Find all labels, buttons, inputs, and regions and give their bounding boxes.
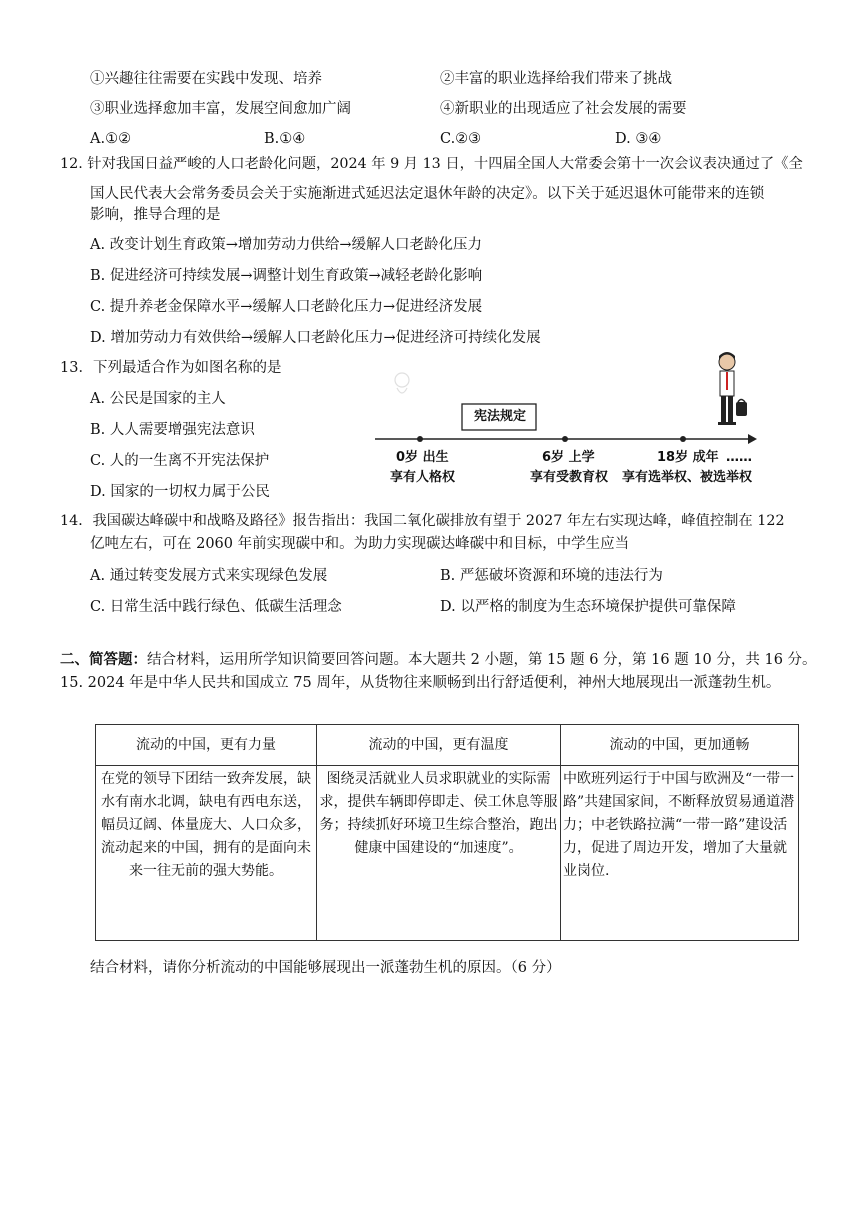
- q11-choice-d: D. ③④: [615, 131, 662, 147]
- q13-option-b: B. 人人需要增强宪法意识: [90, 422, 255, 438]
- timeline-school-age: 6岁 上学: [542, 450, 595, 465]
- q14-stem-line2: 亿吨左右，可在 2060 年前实现碳中和。为助力实现碳达峰碳中和目标，中学生应当: [90, 536, 630, 552]
- q14-option-a: A. 通过转变发展方式来实现绿色发展: [90, 568, 328, 584]
- section-2-title: 二、简答题：: [60, 652, 147, 668]
- q11-choice-c: C.②③: [440, 131, 482, 147]
- q12-option-a: A. 改变计划生育政策→增加劳动力供给→缓解人口老龄化压力: [90, 237, 482, 253]
- q11-choice-a: A.①②: [90, 131, 132, 147]
- q12-stem-line1: 12. 针对我国日益严峻的人口老龄化问题，2024 年 9 月 13 日，十四届全国人大常委会第十一次会议表决通过了《全: [60, 156, 803, 172]
- timeline-birth-right: 享有人格权: [390, 470, 456, 485]
- q11-option-3: ③职业选择愈加丰富，发展空间愈加广阔: [90, 101, 351, 117]
- timeline-adult-age: 18岁 成年: [657, 450, 719, 465]
- q11-choice-b: B.①④: [264, 131, 306, 147]
- q11-option-2: ②丰富的职业选择给我们带来了挑战: [440, 71, 672, 87]
- q14-option-c: C. 日常生活中践行绿色、低碳生活理念: [90, 599, 342, 615]
- timeline-birth-age: 0岁 出生: [396, 450, 449, 465]
- q11-option-4: ④新职业的出现适应了社会发展的需要: [440, 101, 687, 117]
- q13-stem: 13．下列最适合作为如图名称的是: [60, 360, 282, 376]
- q12-option-b: B. 促进经济可持续发展→调整计划生育政策→减轻老龄化影响: [90, 268, 483, 284]
- timeline-point-birth: [417, 436, 423, 442]
- section-2-heading: [60, 650, 817, 670]
- q14-option-b: B. 严惩破坏资源和环境的违法行为: [440, 568, 663, 584]
- q12-option-c: C. 提升养老金保障水平→缓解人口老龄化压力→促进经济发展: [90, 299, 483, 315]
- q15-stem: 15. 2024 年是中华人民共和国成立 75 周年，从货物往来顺畅到出行舒适便利，神州大地展现出一派蓬勃生机。: [60, 675, 781, 691]
- table-header-row: [96, 725, 799, 766]
- q14-option-d: D. 以严格的制度为生态环境保护提供可靠保障: [440, 599, 736, 615]
- timeline-point-adult: [680, 436, 686, 442]
- table-row: [96, 766, 799, 941]
- q12-stem-line2: 国人民代表大会常务委员会关于实施渐进式延迟法定退休年龄的决定》。以下关于延迟退休可能带来的连锁: [90, 186, 765, 202]
- q15-material-table: [95, 724, 799, 941]
- q13-option-c: C. 人的一生离不开宪法保护: [90, 453, 270, 469]
- table-header-cell: 流动的中国，更有温度: [317, 725, 561, 766]
- table-cell-smooth: 中欧班列运行于中国与欧洲及“一带一路”共建国家间，不断释放贸易通道潜力；中老铁路拉满“一带一路”建设活力，促进了周边开发，增加了大量就业岗位.: [561, 766, 799, 941]
- q12-option-d: D. 增加劳动力有效供给→缓解人口老龄化压力→促进经济可持续化发展: [90, 330, 541, 346]
- timeline-school-right: 享有受教育权: [530, 470, 609, 485]
- timeline-ellipsis: ……: [726, 450, 752, 465]
- q15-question: 结合材料，请你分析流动的中国能够展现出一派蓬勃生机的原因。（6 分）: [90, 960, 561, 976]
- table-cell-power: 在党的领导下团结一致奔发展，缺水有南水北调，缺电有西电东送，幅员辽阔、体量庞大、人口众多，流动起来的中国，拥有的是面向未来一往无前的强大势能。: [96, 766, 317, 941]
- man-figure-icon: [718, 352, 747, 425]
- q14-stem-line1: 14．我国碳达峰碳中和战略及路径》报告指出：我国二氧化碳排放有望于 2027 年左右实现达峰，峰值控制在 122: [60, 513, 785, 529]
- q11-option-1: ①兴趣往往需要在实践中发现、培养: [90, 71, 322, 87]
- q13-timeline-figure: [370, 350, 765, 500]
- table-header-cell: 流动的中国，更有力量: [96, 725, 317, 766]
- timeline-adult-right: 享有选举权、被选举权: [622, 470, 753, 485]
- table-cell-warmth: 图绕灵活就业人员求职就业的实际需求，提供车辆即停即走、侯工休息等服务；持续抓好环境卫生综合整治，跑出健康中国建设的“加速度”。: [317, 766, 561, 941]
- timeline-box-label: 宪法规定: [473, 409, 526, 424]
- q13-option-a: A. 公民是国家的主人: [90, 391, 226, 407]
- section-2-description: 结合材料，运用所学知识简要回答问题。本大题共 2 小题，第 15 题 6 分，第 16 题 10 分，共 16 分。: [147, 652, 817, 668]
- baby-figure-icon: [395, 373, 409, 393]
- table-header-cell: 流动的中国，更加通畅: [561, 725, 799, 766]
- q12-stem-line3: 影响，推导合理的是: [90, 207, 221, 223]
- timeline-point-school: [562, 436, 568, 442]
- q13-option-d: D. 国家的一切权力属于公民: [90, 484, 270, 500]
